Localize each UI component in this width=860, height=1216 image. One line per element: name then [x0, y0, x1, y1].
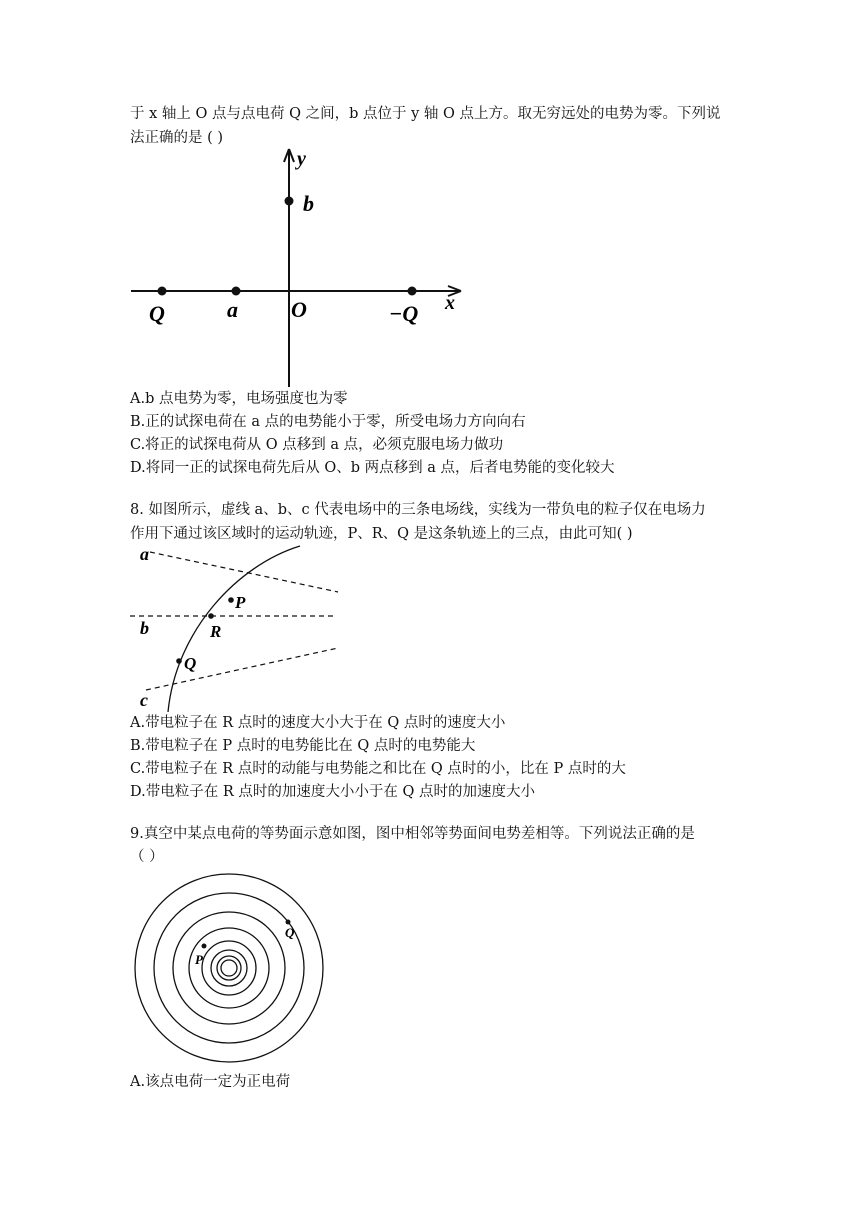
point-b — [285, 197, 294, 206]
label-a: a — [140, 544, 149, 564]
equipotential-ring-8 — [221, 960, 237, 976]
q9-stem-line-2: （ ） — [130, 849, 164, 865]
label-b: b — [303, 191, 314, 216]
q8-option-b: B.带电粒子在 P 点时的电势能比在 Q 点时的电势能大 — [130, 738, 476, 754]
q7-axes-figure — [125, 145, 470, 390]
label-Q: Q — [285, 925, 295, 940]
label-x: x — [445, 292, 455, 314]
point-P — [202, 944, 207, 949]
trajectory — [168, 546, 300, 712]
q7-option-a: A.b 点电势为零，电场强度也为零 — [130, 391, 348, 407]
field-line-a — [150, 552, 338, 592]
equipotential-ring-4 — [189, 928, 269, 1008]
q9-option-a: A.该点电荷一定为正电荷 — [130, 1074, 291, 1090]
label-b: b — [140, 618, 149, 638]
point-Q — [176, 658, 182, 664]
point-P — [228, 597, 234, 603]
label-P: P — [195, 952, 203, 967]
q8-field-lines-figure — [128, 540, 343, 712]
q7-option-b: B.正的试探电荷在 a 点的电势能小于零，所受电场力方向向右 — [130, 414, 526, 430]
label-negQ: −Q — [389, 301, 419, 326]
label-O: O — [291, 297, 307, 322]
q9-stem-line-1: 9.真空中某点电荷的等势面示意如图，图中相邻等势面间电势差相等。下列说法正确的是 — [130, 826, 695, 842]
label-Q: Q — [184, 654, 197, 673]
label-a: a — [227, 297, 238, 322]
q8-stem-line-2: 作用下通过该区域时的运动轨迹，P、R、Q 是这条轨迹上的三点，由此可知( ) — [130, 526, 633, 542]
q7-stem-line-1: 于 x 轴上 O 点与点电荷 Q 之间，b 点位于 y 轴 O 点上方。取无穷远处的电势为零。下列说 — [130, 106, 721, 122]
label-Q: Q — [149, 301, 165, 326]
label-c: c — [140, 690, 148, 710]
equipotential-ring-1 — [135, 874, 323, 1062]
equipotential-ring-2 — [154, 893, 304, 1043]
q7-stem-line-2: 法正确的是 ( ) — [130, 130, 224, 146]
equipotential-ring-5 — [202, 941, 256, 995]
point-R — [208, 613, 214, 619]
q8-stem-line-1: 8. 如图所示，虚线 a、b、c 代表电场中的三条电场线，实线为一带负电的粒子仅在电场力 — [130, 502, 706, 518]
point-negQ — [408, 287, 417, 296]
q8-option-a: A.带电粒子在 R 点时的速度大小大于在 Q 点时的速度大小 — [130, 715, 506, 731]
field-line-c — [146, 648, 338, 690]
label-R: R — [210, 622, 222, 641]
label-P: P — [235, 593, 246, 612]
equipotential-ring-3 — [173, 912, 285, 1024]
label-y: y — [297, 148, 306, 170]
point-a — [232, 287, 241, 296]
point-Q — [158, 287, 167, 296]
q8-option-c: C.带电粒子在 R 点时的动能与电势能之和比在 Q 点时的小，比在 P 点时的大 — [130, 761, 626, 777]
point-Q — [286, 920, 291, 925]
q8-option-d: D.带电粒子在 R 点时的加速度大小小于在 Q 点时的加速度大小 — [130, 784, 535, 800]
q9-equipotential-figure — [130, 872, 330, 1067]
q7-option-d: D.将同一正的试探电荷先后从 O、b 两点移到 a 点，后者电势能的变化较大 — [130, 460, 615, 476]
q7-option-c: C.将正的试探电荷从 O 点移到 a 点，必须克服电场力做功 — [130, 437, 504, 453]
